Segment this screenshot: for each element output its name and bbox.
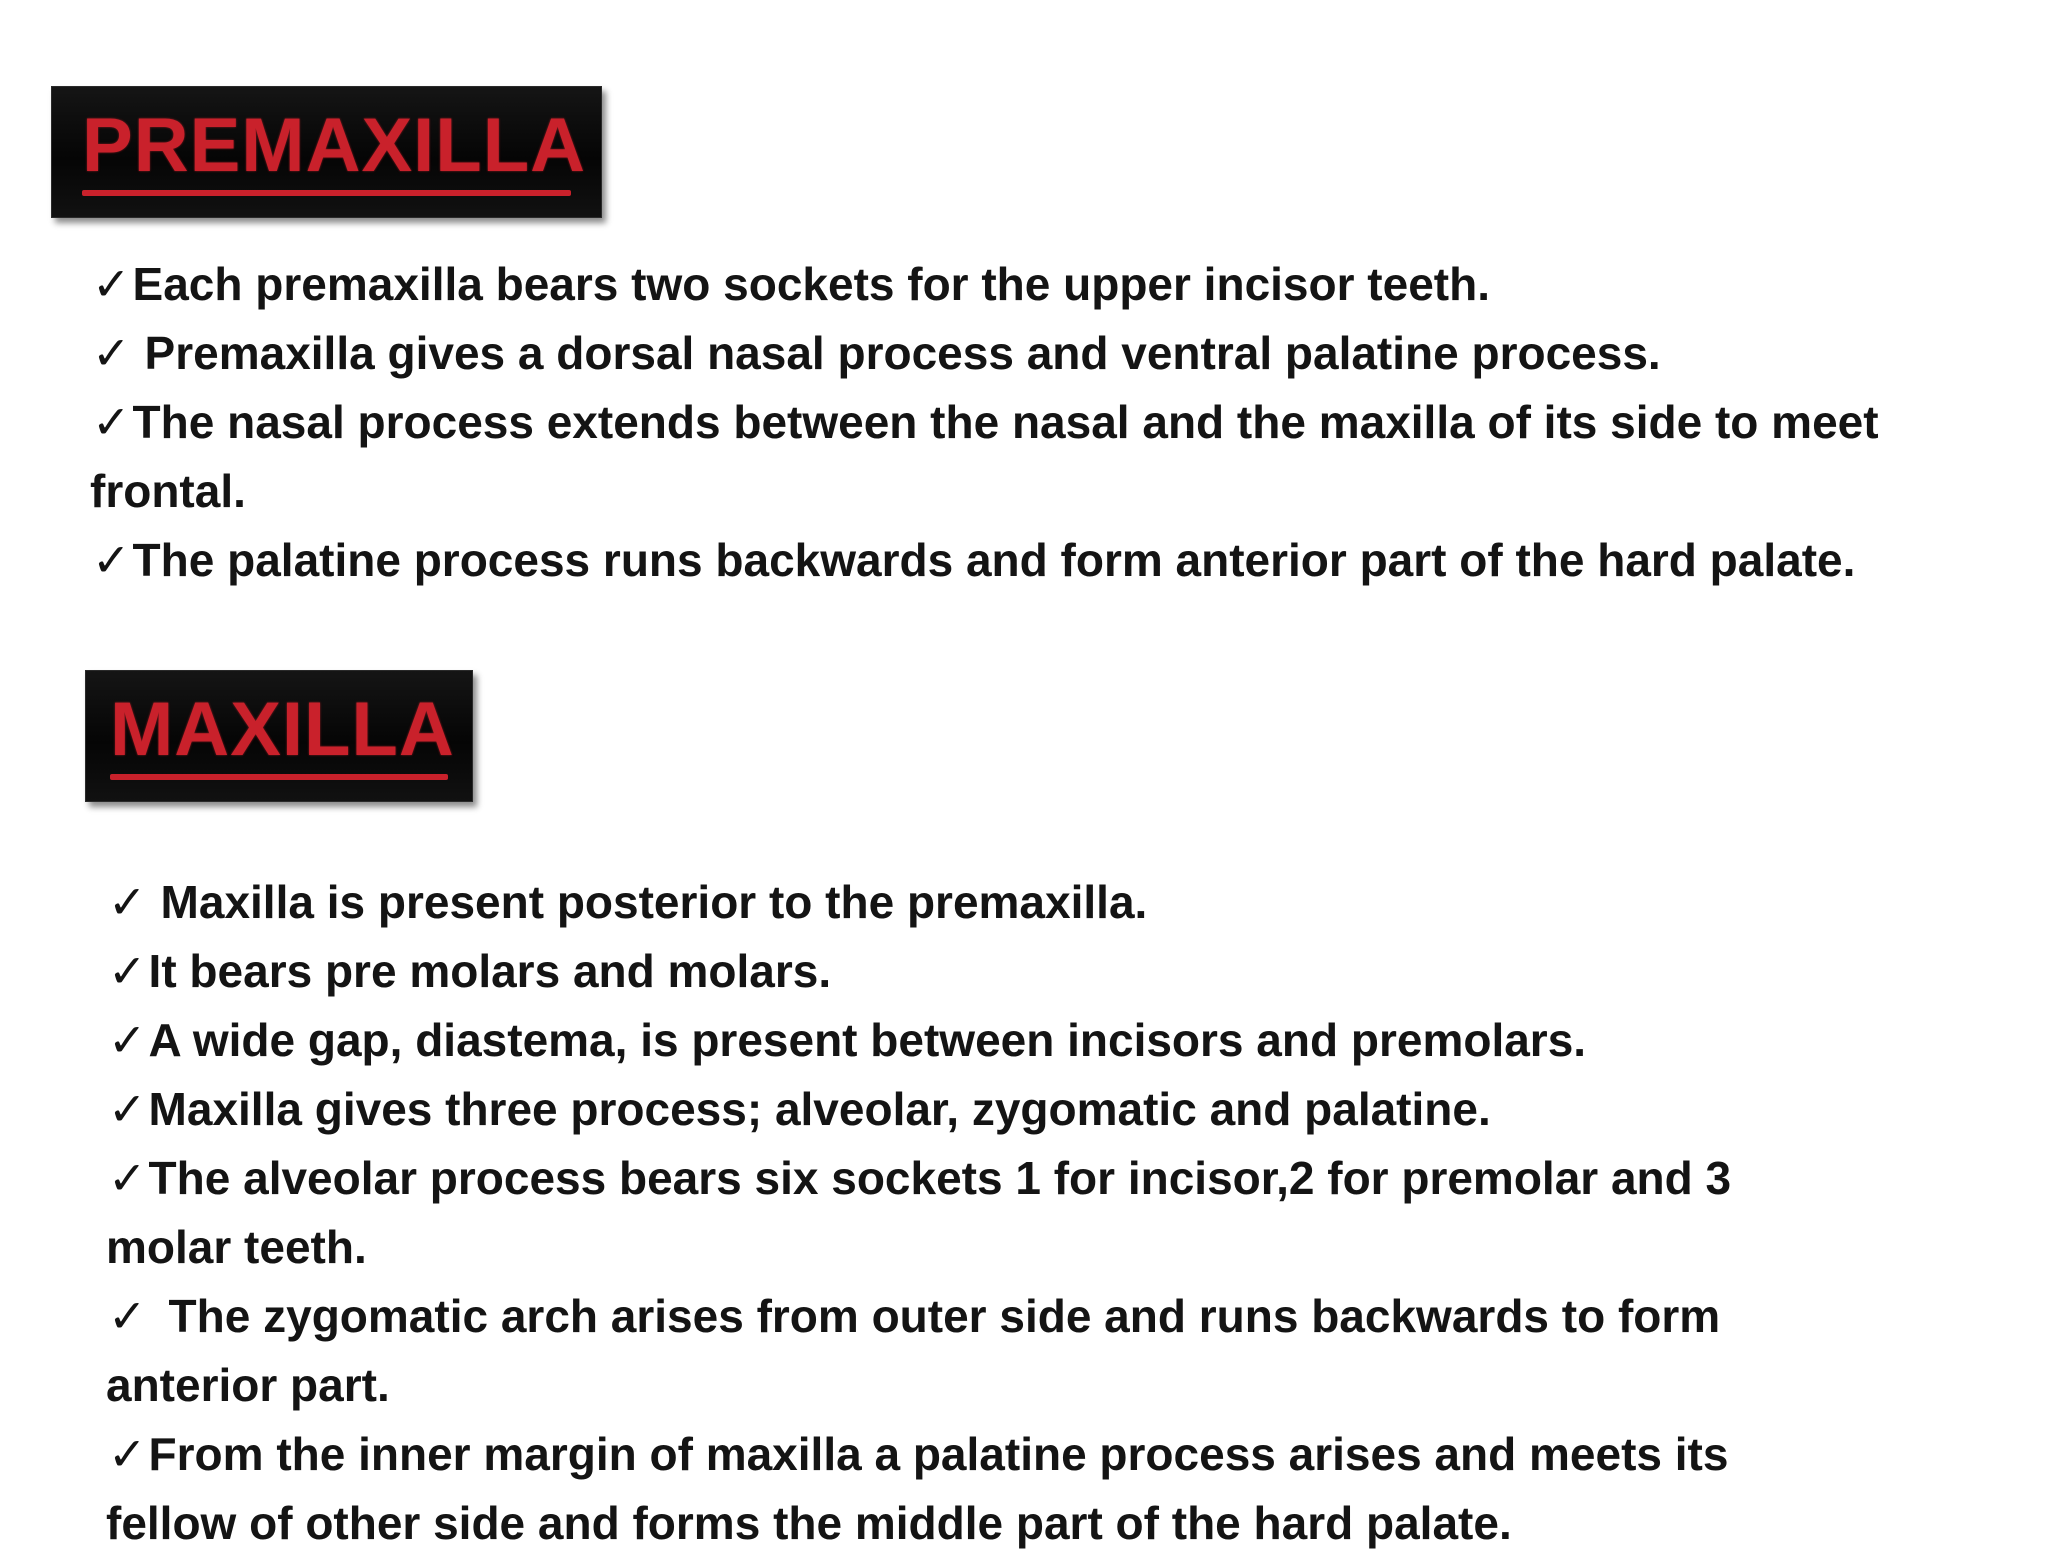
maxilla-heading-underline	[110, 774, 448, 780]
premaxilla-heading-banner	[51, 86, 602, 218]
point-text: Maxilla gives three process; alveolar, zygomatic and palatine.	[148, 1083, 1491, 1135]
list-item	[92, 388, 2042, 526]
point-text: The nasal process extends between the nasal and the maxilla of its side to meet	[132, 396, 1879, 448]
list-item	[108, 868, 2038, 937]
list-item	[92, 250, 2042, 319]
list-item	[108, 1075, 2038, 1144]
checkmark-icon: ✓	[108, 945, 147, 997]
point-text: From the inner margin of maxilla a palatine process arises and meets its	[148, 1428, 1729, 1480]
point-text-continuation: frontal.	[90, 465, 246, 517]
checkmark-icon: ✓	[92, 534, 131, 586]
checkmark-icon: ✓	[108, 876, 147, 928]
list-item	[92, 319, 2042, 388]
list-item	[92, 526, 2042, 595]
point-text: A wide gap, diastema, is present between incisors and premolars.	[148, 1014, 1587, 1066]
point-text-continuation: fellow of other side and forms the middle part of the hard palate.	[106, 1497, 1512, 1549]
point-text: It bears pre molars and molars.	[148, 945, 832, 997]
checkmark-icon: ✓	[108, 1014, 147, 1066]
checkmark-icon: ✓	[92, 396, 131, 448]
premaxilla-heading: PREMAXILLA	[82, 103, 586, 188]
checkmark-icon: ✓	[108, 1083, 147, 1135]
point-text: Maxilla is present posterior to the premaxilla.	[160, 876, 1148, 928]
point-text: The zygomatic arch arises from outer side and runs backwards to form	[168, 1290, 1721, 1342]
point-text-continuation: molar teeth.	[106, 1221, 367, 1273]
premaxilla-heading-underline	[82, 190, 571, 196]
point-text: The alveolar process bears six sockets 1 for incisor,2 for premolar and 3	[148, 1152, 1732, 1204]
list-item	[108, 937, 2038, 1006]
list-item	[108, 1144, 2038, 1282]
point-text: The palatine process runs backwards and form anterior part of the hard palate.	[132, 534, 1856, 586]
checkmark-icon: ✓	[108, 1428, 147, 1480]
maxilla-points-list	[108, 868, 2038, 1558]
checkmark-icon: ✓	[108, 1152, 147, 1204]
list-item	[108, 1006, 2038, 1075]
point-text: Each premaxilla bears two sockets for the upper incisor teeth.	[132, 258, 1490, 310]
list-item	[108, 1420, 2038, 1558]
checkmark-icon: ✓	[92, 258, 131, 310]
point-text: Premaxilla gives a dorsal nasal process and ventral palatine process.	[144, 327, 1661, 379]
list-item	[108, 1282, 2038, 1420]
maxilla-heading-banner	[85, 670, 473, 802]
point-text-continuation: anterior part.	[106, 1359, 390, 1411]
maxilla-heading: MAXILLA	[110, 687, 455, 772]
premaxilla-points-list	[92, 250, 2042, 595]
checkmark-icon: ✓	[108, 1290, 147, 1342]
checkmark-icon: ✓	[92, 327, 131, 379]
